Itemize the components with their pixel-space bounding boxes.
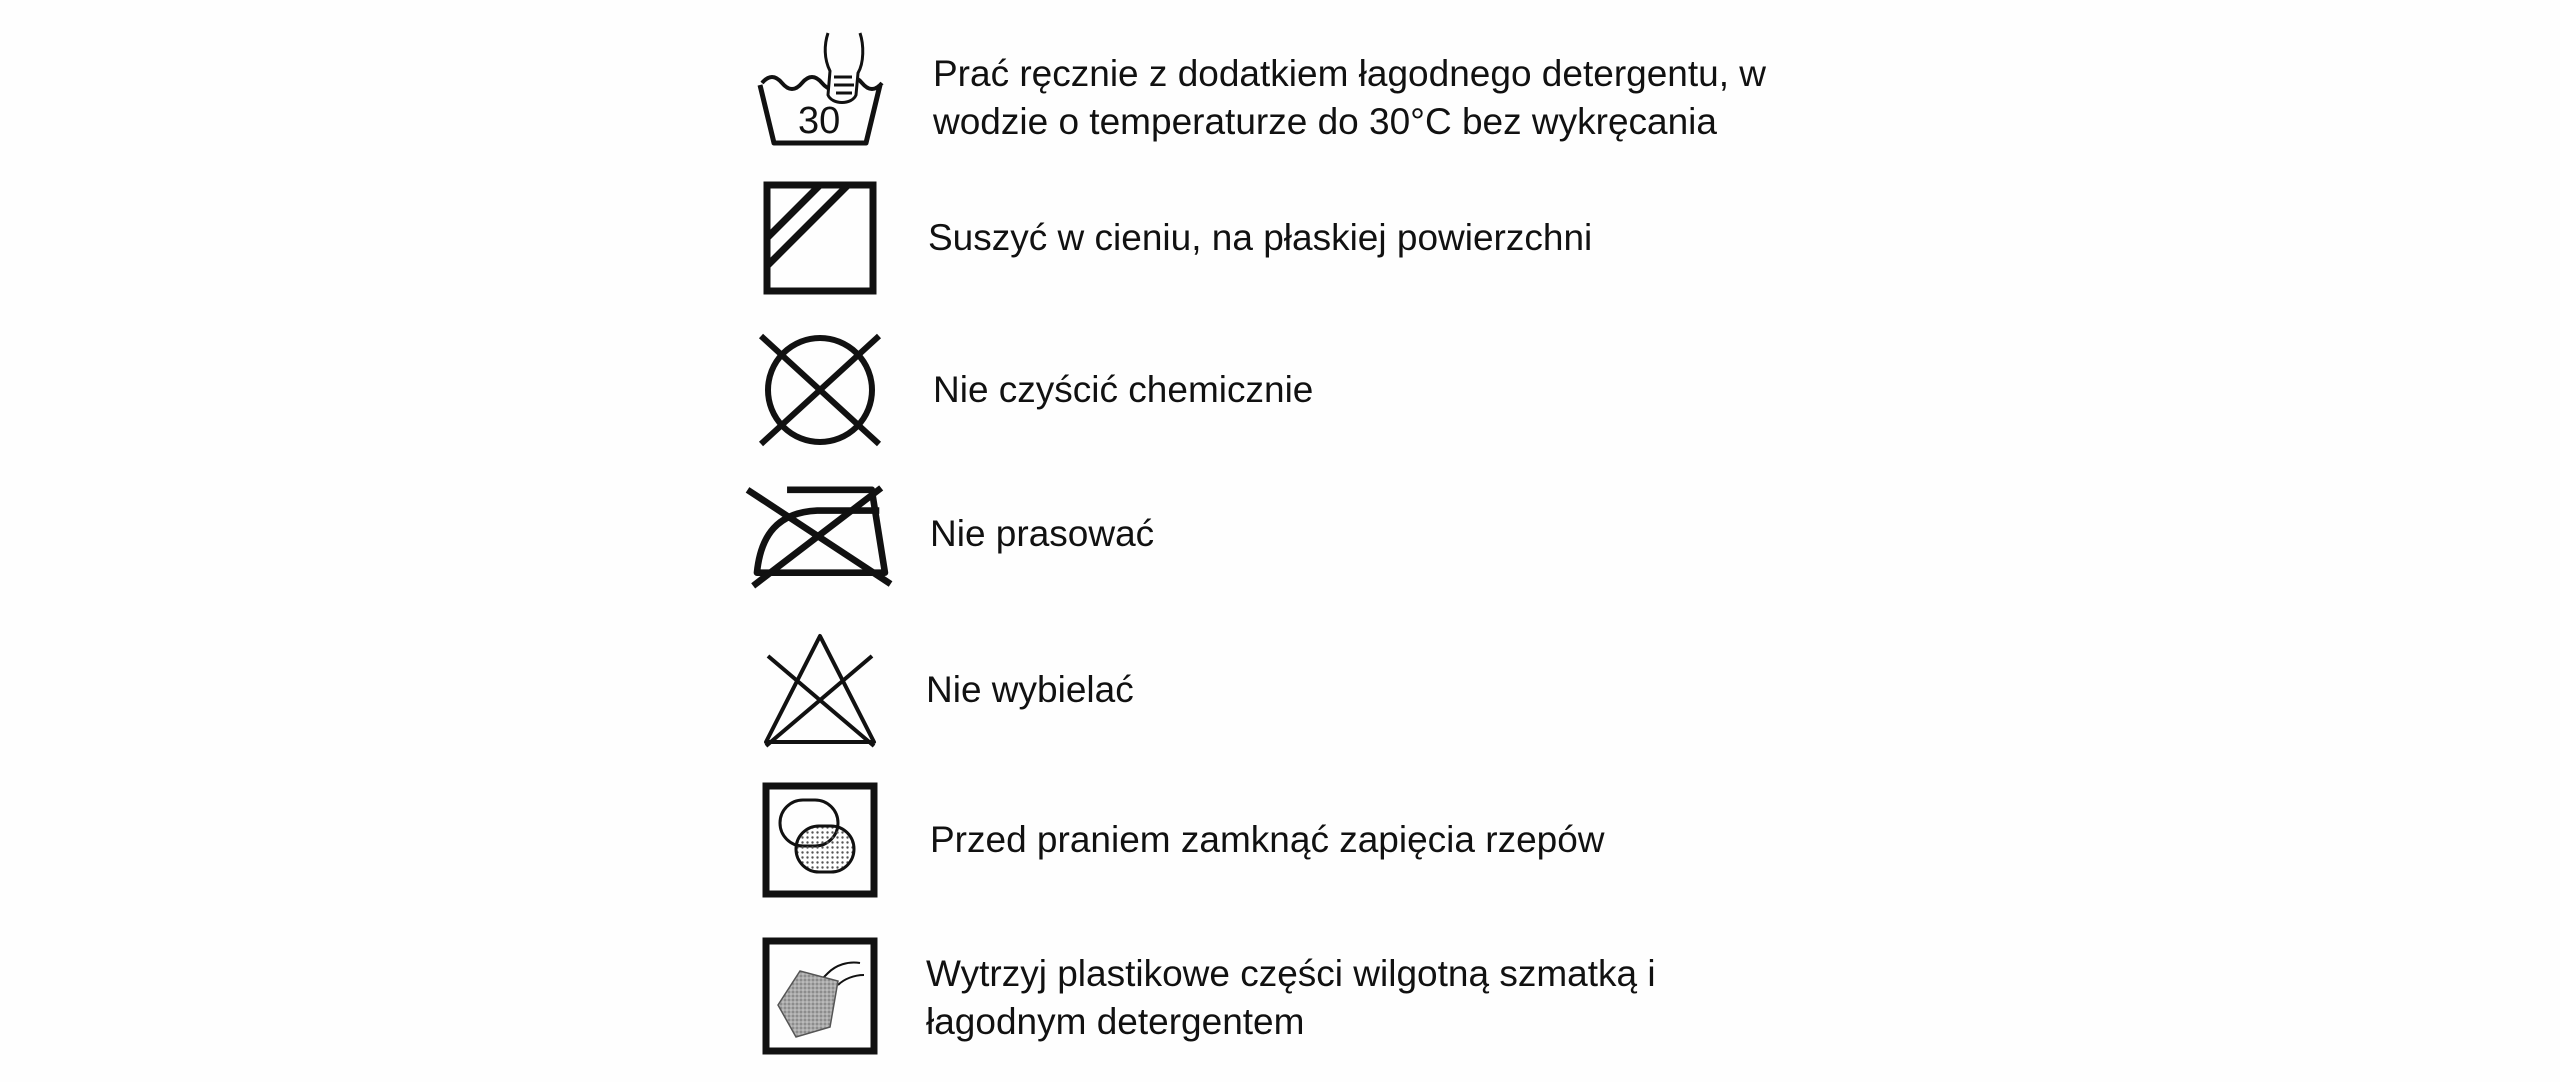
- care-row-no-iron: [740, 470, 1940, 600]
- care-row-no-bleach: [740, 628, 1940, 752]
- care-text-no-iron: Nie prasować: [930, 513, 1155, 554]
- care-text-no-dry-clean: Nie czyścić chemicznie: [933, 369, 1314, 410]
- hand-wash-30-icon: [740, 20, 900, 170]
- care-text-wipe-plastic: Wytrzyj plastikowe części wilgotną szmatką i łagodnym detergentem: [926, 953, 1656, 1042]
- do-not-bleach-icon: [740, 628, 900, 752]
- hand-wash-temperature-label: 30: [798, 100, 841, 142]
- wipe-plastic-parts-icon: [740, 932, 900, 1062]
- care-text-dry-shade: Suszyć w cieniu, na płaskiej powierzchni: [928, 217, 1593, 258]
- dry-flat-in-shade-icon: [740, 176, 900, 300]
- close-velcro-before-washing-icon: [740, 778, 900, 902]
- care-text-no-bleach: Nie wybielać: [926, 669, 1134, 710]
- do-not-dry-clean-icon: [740, 330, 900, 450]
- care-row-hand-wash: [740, 20, 1940, 170]
- care-row-close-velcro: [740, 778, 1940, 902]
- care-text-hand-wash: Prać ręcznie z dodatkiem łagodnego detergentu, w wodzie o temperaturze do 30°C bez wykręcania: [933, 53, 1767, 142]
- care-row-dry-shade: [740, 176, 1940, 300]
- care-text-close-velcro: Przed praniem zamknąć zapięcia rzepów: [930, 819, 1605, 860]
- care-row-wipe-plastic: [740, 932, 1940, 1062]
- do-not-iron-icon: [740, 470, 900, 600]
- care-row-no-dry-clean: [740, 330, 1940, 450]
